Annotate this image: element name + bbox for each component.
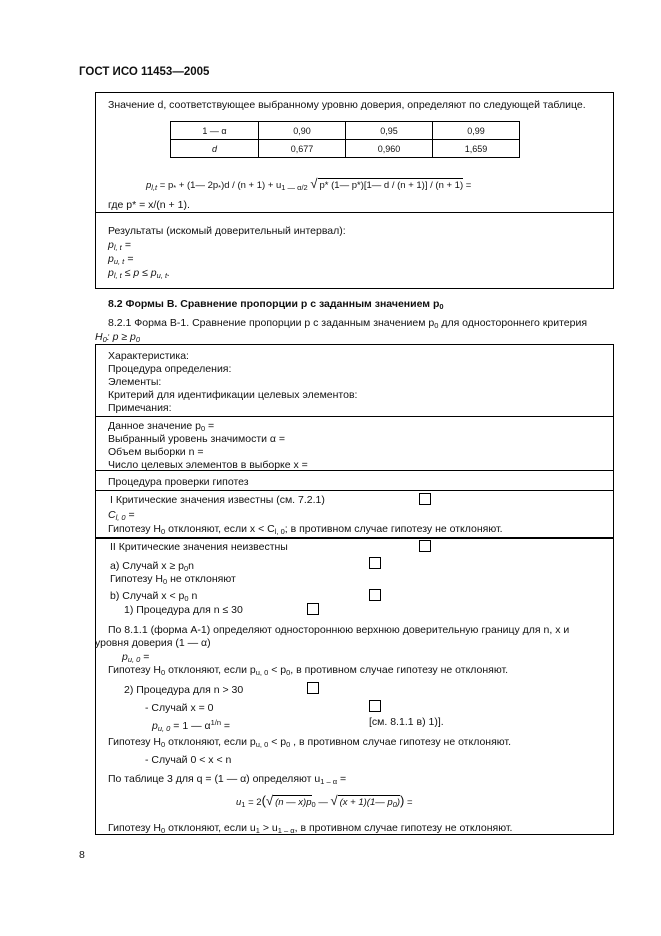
case-a-rule: Гипотезу $H_0$ не отклоняют <box>110 573 236 586</box>
sample-size: Объем выборки n = <box>108 446 204 458</box>
case-x-zero: - Случай x = 0 <box>145 702 214 714</box>
table-row <box>171 140 520 158</box>
procedure-1-text-2: уровня доверия (1 — α) <box>95 637 211 649</box>
significance-level: Выбранный уровень значимости α = <box>108 433 286 445</box>
procedure-title: Процедура проверки гипотез <box>108 476 249 488</box>
divider <box>96 490 613 491</box>
case-b: b) Случай $x < p_0$ n <box>110 590 198 603</box>
page-number: 8 <box>79 849 85 861</box>
table-cell: 1,659 <box>433 140 520 158</box>
table-cell: 1 — α <box>171 122 259 140</box>
procedure-1: 1) Процедура для n ≤ 30 <box>124 604 243 616</box>
notes-label: Примечания: <box>108 402 172 414</box>
section-heading: 8.2 Формы В. Сравнение пропорции p с заданным значением $p_0$ <box>108 298 444 311</box>
table-cell: 0,960 <box>346 140 433 158</box>
procedure-2-checkbox[interactable] <box>307 682 319 694</box>
procedure-1-checkbox[interactable] <box>307 603 319 615</box>
table-row <box>171 122 520 140</box>
subsection-text: 8.2.1 Форма В-1. Сравнение пропорции p с заданным значением $p_0$ для одностороннего критерия <box>108 317 588 330</box>
divider <box>96 538 613 539</box>
elements-label: Элементы: <box>108 376 162 388</box>
document-header: ГОСТ ИСО 11453—2005 <box>79 66 210 78</box>
procedure-2-rule: Гипотезу $H_0$ отклоняют, если $p_{u, 0} < p_0$ , в противном случае гипотезу не отклоняют. <box>108 736 511 749</box>
case-x-zero-checkbox[interactable] <box>369 700 381 712</box>
criterion-label: Критерий для идентификации целевых элементов: <box>108 389 358 401</box>
divider <box>95 537 614 538</box>
procedure-label: Процедура определения: <box>108 363 232 375</box>
table-cell: 0,99 <box>433 122 520 140</box>
given-value-p0: Данное значение $p_0$ = <box>108 420 215 433</box>
intro-text: Значение d, соответствующее выбранному уровню доверия, определяют по следующей таблице. <box>108 99 586 111</box>
target-count: Число целевых элементов в выборке x = <box>108 459 308 471</box>
table-cell: d <box>171 140 259 158</box>
section-i-title: I Критические значения известны (см. 7.2.1) <box>110 494 325 506</box>
characteristic-label: Характеристика: <box>108 350 189 362</box>
result-range: $p_{l, t} \le p \le p_{u, t}$. <box>108 267 171 280</box>
case-a: a) Случай $x \ge p_0n$ <box>110 560 195 573</box>
u1-formula: $u_1 = 2(√$ (n — $x)p_0$ — √ (x + 1)(1— $p_0$)) = <box>236 793 413 809</box>
table-cell: 0,677 <box>259 140 346 158</box>
result-upper: $p_{u, t}$ = <box>108 253 134 266</box>
upper-bound-pu0: $p_{u, 0}$ = <box>122 651 150 664</box>
result-lower: $p_{l, t}$ = <box>108 239 131 252</box>
section-ii-title: II Критические значения неизвестны <box>110 541 288 553</box>
d-value-table <box>170 121 520 158</box>
table3-text: По таблице 3 для q = (1 — α) определяют $u_{1 - \alpha}$ = <box>108 773 347 786</box>
case-b-checkbox[interactable] <box>369 589 381 601</box>
procedure-1-rule: Гипотезу $H_0$ отклоняют, если $p_{u, 0} < p_0$, в противном случае гипотезу не отклоняют. <box>108 664 509 677</box>
critical-value-c: $C_{l, 0}$ = <box>108 509 135 522</box>
final-rule: Гипотезу $H_0$ отклоняют, если $u_1 > u_{1 - \alpha}$, в противном случае гипотезу не отклоняют. <box>108 822 513 835</box>
confidence-formula: $p_{l,t} = p_*$ + (1— $2p_*)d / (n + 1) + u_{1 — \alpha/2}$ √ p* (1— p*)[1— d / (n + 1)] / (n + 1) = <box>146 176 472 192</box>
section-ii-checkbox[interactable] <box>419 540 431 552</box>
divider <box>96 212 613 213</box>
hypothesis: $H_0$: $p \ge p_0$ <box>95 331 141 344</box>
case-a-checkbox[interactable] <box>369 557 381 569</box>
where-text: где p* = x/(n + 1). <box>108 199 190 211</box>
section-i-checkbox[interactable] <box>419 493 431 505</box>
section-i-rule: Гипотезу $H_0$ отклоняют, если $x < C_{l, 0}$; в противном случае гипотезу не отклоняют. <box>108 523 503 536</box>
procedure-2: 2) Процедура для n > 30 <box>124 684 244 696</box>
results-title: Результаты (искомый доверительный интервал): <box>108 225 346 237</box>
procedure-1-text: По 8.1.1 (форма А-1) определяют одностороннюю верхнюю доверительную границу для n, x и <box>108 624 570 636</box>
table-cell: 0,95 <box>346 122 433 140</box>
divider <box>96 416 613 417</box>
case-middle: - Случай 0 < x < n <box>145 754 232 766</box>
table-cell: 0,90 <box>259 122 346 140</box>
pu0-formula: $p_{u, 0} = 1$ — $\alpha^{1/n}$ = <box>152 718 231 733</box>
reference-text: [см. 8.1.1 в) 1)]. <box>369 716 444 728</box>
